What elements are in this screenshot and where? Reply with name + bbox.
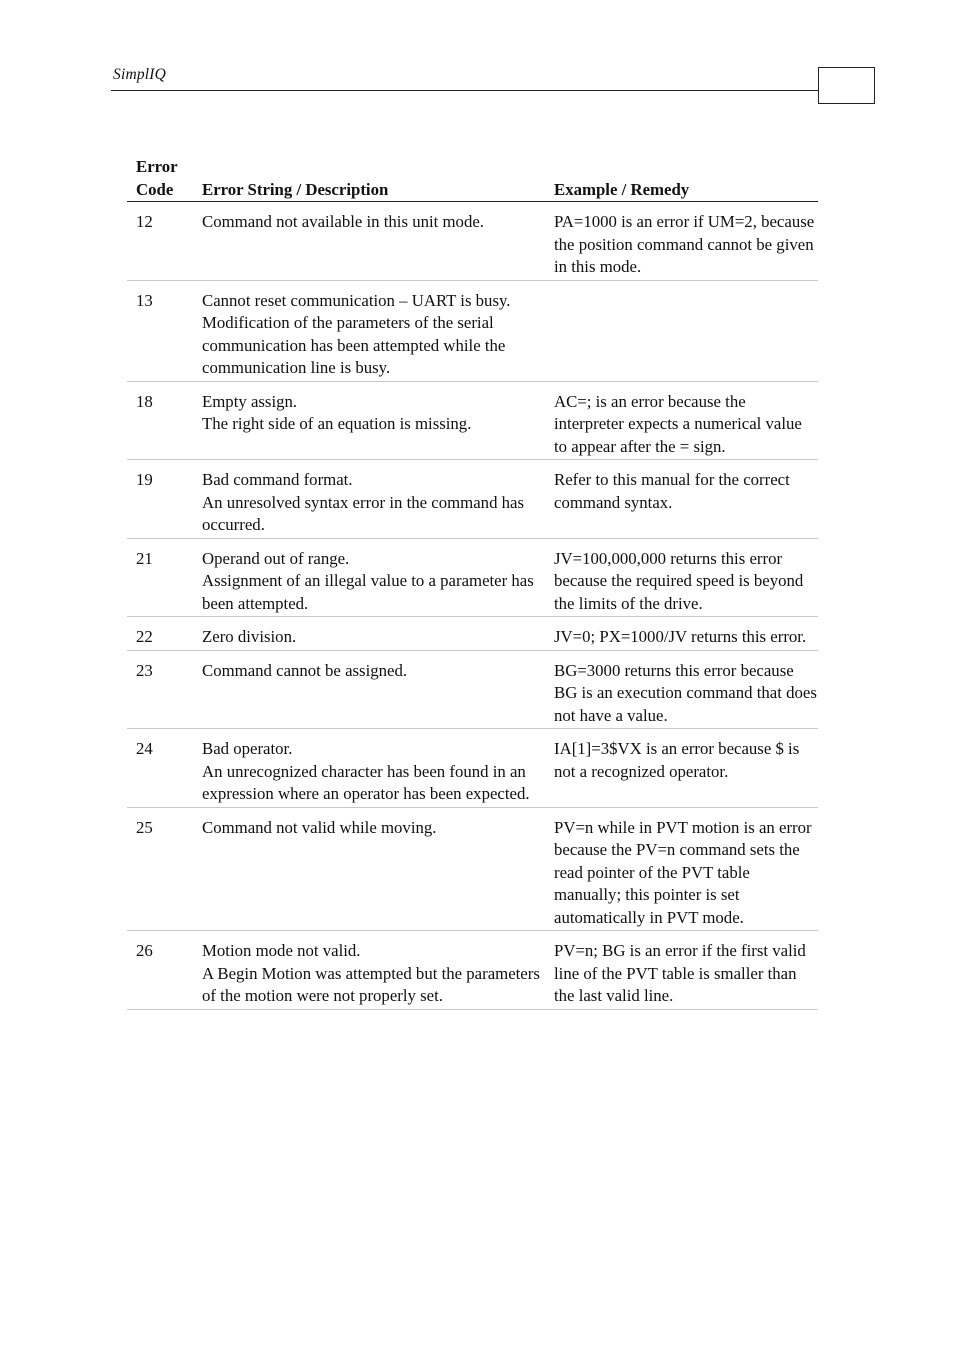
error-code-cell: 25 (127, 807, 193, 931)
example-remedy-cell: Refer to this manual for the correct command syntax. (545, 460, 818, 539)
table-header-row (127, 156, 818, 202)
error-description-cell (193, 729, 545, 808)
error-description-cell (193, 650, 545, 729)
example-remedy-cell: PV=n while in PVT motion is an error because the PV=n command sets the read pointer of the PVT table manually; this pointer is set automatically in PVT mode. (545, 807, 818, 931)
error-string: Command not valid while moving. (202, 817, 437, 837)
error-code-cell: 22 (127, 617, 193, 651)
example-remedy-cell: JV=100,000,000 returns this error because the required speed is beyond the limits of the drive. (545, 538, 818, 617)
column-header-code-line-2: Code (136, 179, 174, 199)
error-code-cell: 19 (127, 460, 193, 539)
table-row (127, 381, 818, 460)
error-explanation: An unresolved syntax error in the command has occurred. (202, 492, 525, 534)
table-row (127, 729, 818, 808)
table-row (127, 650, 818, 729)
error-explanation: Modification of the parameters of the serial communication has been attempted while the communication line is busy. (202, 313, 506, 377)
error-description-cell (193, 931, 545, 1010)
table-row (127, 202, 818, 281)
error-description-cell (193, 617, 545, 651)
table-row (127, 931, 818, 1010)
error-description-cell (193, 460, 545, 539)
error-code-cell: 18 (127, 381, 193, 460)
error-code-cell: 26 (127, 931, 193, 1010)
error-code-cell: 13 (127, 280, 193, 381)
table-row (127, 617, 818, 651)
column-header-code-line-1: Error (136, 157, 178, 176)
column-header-error-code (127, 156, 193, 202)
table-row (127, 280, 818, 381)
example-remedy-cell: AC=; is an error because the interpreter expects a numerical value to appear after the = sign. (545, 381, 818, 460)
error-explanation: A Begin Motion was attempted but the parameters of the motion were not properly set. (202, 963, 540, 1005)
error-description-cell (193, 807, 545, 931)
column-header-remedy: Example / Remedy (545, 156, 818, 202)
error-explanation: The right side of an equation is missing. (202, 414, 472, 433)
table-body (127, 202, 818, 1010)
example-remedy-cell (545, 280, 818, 381)
example-remedy-cell: IA[1]=3$VX is an error because $ is not a recognized operator. (545, 729, 818, 808)
example-remedy-cell: PV=n; BG is an error if the first valid line of the PVT table is smaller than the last valid line. (545, 931, 818, 1010)
error-description-cell (193, 381, 545, 460)
error-string: Motion mode not valid. (202, 941, 361, 960)
error-code-cell: 21 (127, 538, 193, 617)
error-code-cell: 23 (127, 650, 193, 729)
error-string: Empty assign. (202, 391, 298, 411)
table-row (127, 807, 818, 931)
error-string: Bad command format. (202, 470, 353, 489)
error-code-cell: 24 (127, 729, 193, 808)
error-string: Cannot reset communication – UART is busy. (202, 290, 511, 310)
error-string: Zero division. (202, 627, 297, 646)
page-number-box (818, 67, 875, 104)
error-explanation: Assignment of an illegal value to a parameter has been attempted. (202, 571, 534, 613)
column-header-description: Error String / Description (193, 156, 545, 202)
example-remedy-cell: PA=1000 is an error if UM=2, because the position command cannot be given in this mode. (545, 202, 818, 281)
table-row (127, 538, 818, 617)
running-header-title: SimplIQ (113, 66, 167, 83)
error-explanation: An unrecognized character has been found in an expression where an operator has been expected. (202, 761, 530, 803)
error-description-cell (193, 538, 545, 617)
example-remedy-cell: JV=0; PX=1000/JV returns this error. (545, 617, 818, 651)
example-remedy-cell: BG=3000 returns this error because BG is an execution command that does not have a value. (545, 650, 818, 729)
error-description-cell (193, 202, 545, 281)
error-description-cell (193, 280, 545, 381)
header-rule (111, 90, 819, 91)
error-string: Operand out of range. (202, 548, 350, 568)
error-code-table (127, 156, 818, 1010)
error-code-cell: 12 (127, 202, 193, 281)
table-row (127, 460, 818, 539)
error-string: Command cannot be assigned. (202, 660, 408, 680)
error-string: Command not available in this unit mode. (202, 212, 484, 231)
error-string: Bad operator. (202, 739, 293, 758)
